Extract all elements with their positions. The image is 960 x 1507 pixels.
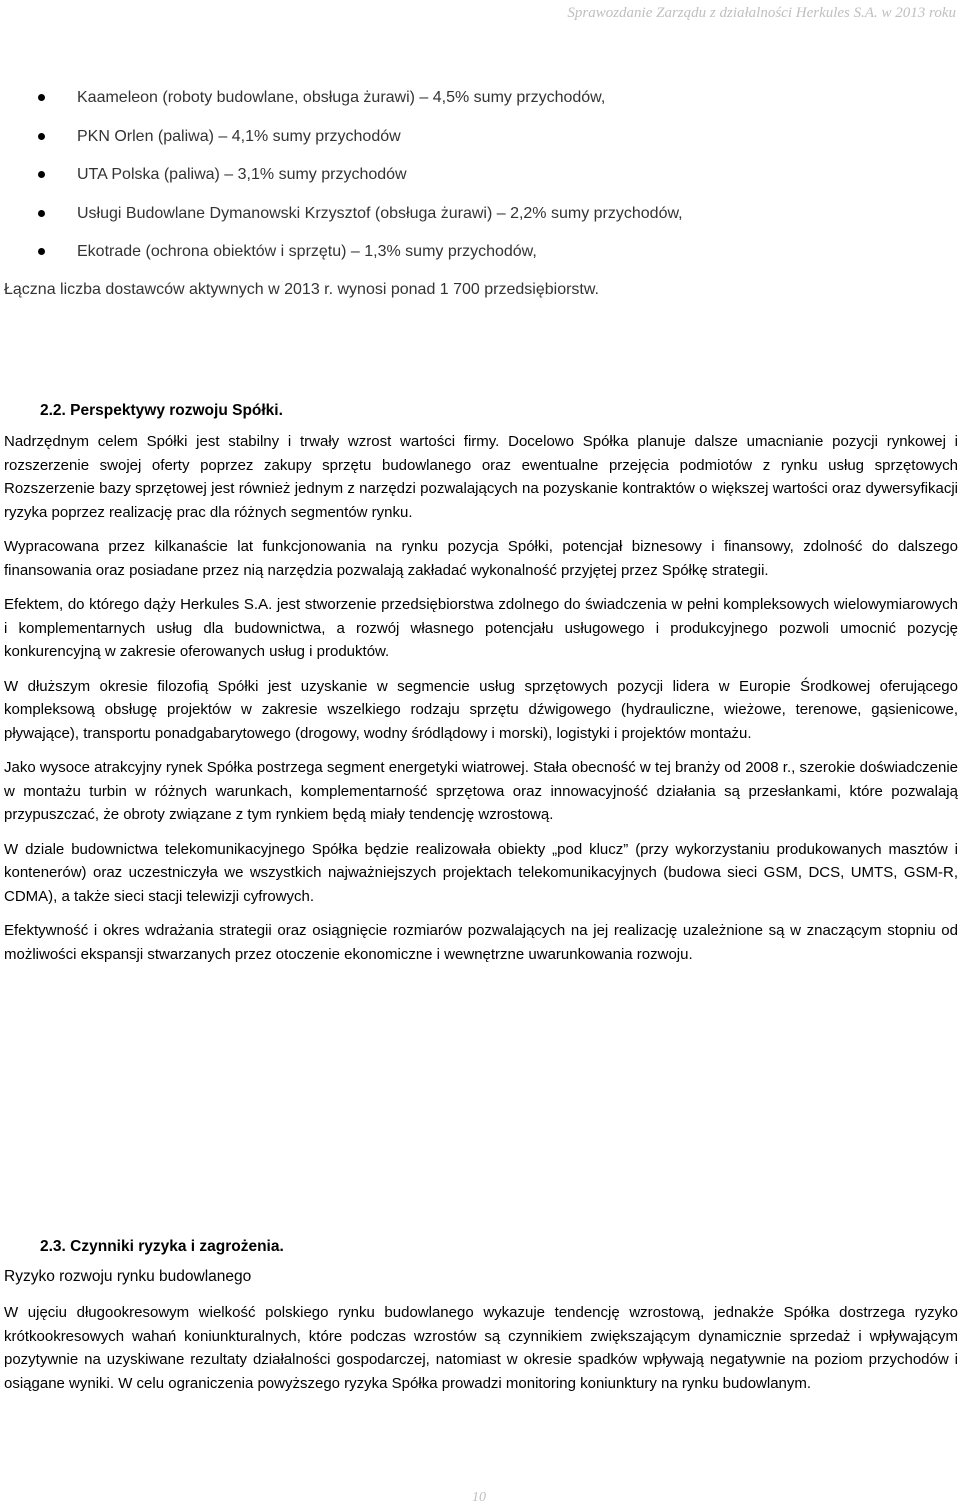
page-number: 10 xyxy=(472,1490,486,1505)
paragraph: Jako wysoce atrakcyjny rynek Spółka postrzega segment energetyki wiatrowej. Stała obecność w tej branży od 2008 r., szerokie doświadczenie w montażu turbin w różnych warunkach, komplementarność sprzętowa oraz innowacyjność działania są przesłankami, które pozwalają przypuszczać, że obroty związane z tym rynkiem będą miały tendencję wzrostową. xyxy=(4,759,958,823)
list-item xyxy=(0,240,683,279)
list-item-text: Ekotrade (ochrona obiektów i sprzętu) – 1,3% sumy przychodów, xyxy=(77,243,537,260)
paragraph: Efektem, do którego dąży Herkules S.A. jest stworzenie przedsiębiorstwa zdolnego do świadczenia w pełni kompleksowych wielowymiarowych i komplementarnych usług dla budownictwa, a rozwój własnego potencjału usługowego i produkcyjnego pozwoli umocnić pozycję konkurencyjną w zakresie oferowanych usług i produktów. xyxy=(4,596,958,660)
paragraph: W dłuższym okresie filozofią Spółki jest uzyskanie w segmencie usług sprzętowych pozycji lidera w Europie Środkowej oferującego kompleksową obsługę projektów w zakresie wszelkiego rodzaju sprzętu dźwigowego (hydrauliczne, wieżowe, terenowe, gąsienicowe, pływające), transportu ponadgabarytowego (drogowy, wodny śródlądowy i morski), logistyki i projektów montażu. xyxy=(4,677,958,742)
list-item xyxy=(0,125,683,164)
list-item-text: Kaameleon (roboty budowlane, obsługa żurawi) – 4,5% sumy przychodów, xyxy=(77,89,606,106)
document-header: Sprawozdanie Zarządu z działalności Herkules S.A. w 2013 roku xyxy=(567,5,956,21)
bullet-icon xyxy=(38,94,45,101)
bullet-icon xyxy=(38,210,45,217)
paragraph: W dziale budownictwa telekomunikacyjnego Spółka będzie realizowała obiekty „pod klucz” (przy wykorzystaniu produkowanych masztów i kontenerów) oraz uczestniczyła we wszystkich najważniejszych projektach telekomunikacyjnych (budowa sieci GSM, DCS, UMTS, GSM-R, CDMA), a także sieci stacji telewizji cyfrowych. xyxy=(4,840,958,905)
bullet-icon xyxy=(38,248,45,255)
list-item-text: PKN Orlen (paliwa) – 4,1% sumy przychodów xyxy=(77,127,401,145)
paragraph: Nadrzędnym celem Spółki jest stabilny i trwały wzrost wartości firmy. Docelowo Spółka planuje dalsze umacnianie pozycji rynkowej i rozszerzenie swojej oferty poprzez zakupy sprzętu budowlanego oraz ewentualne przejęcia podmiotów z rynku usług sprzętowych Rozszerzenie bazy sprzętowej jest również jednym z narzędzi pozwalających na pozyskanie kontraktów o większej wartości oraz dywersyfikacji ryzyka poprzez realizację prac dla różnych segmentów rynku. xyxy=(4,433,958,521)
section-2-3-body xyxy=(4,1301,958,1406)
paragraph: W ujęciu długookresowym wielkość polskiego rynku budowlanego wykazuje tendencję wzrostową, jednakże Spółka dostrzega ryzyko krótkookresowych wahań koniunkturalnych, które podczas wzrostów są czynnikiem zwiększającym dynamicznie sprzedaż i wpływającym pozytywnie na uzyskiwane rezultaty działalności gospodarczej, natomiast w okresie spadków wpływają negatywnie na poziom przychodów i osiągane wyniki. W celu ograniczenia powyższego ryzyka Spółka prowadzi monitoring koniunktury na rynku budowlanym. xyxy=(4,1304,958,1392)
list-item-text: Usługi Budowlane Dymanowski Krzysztof (obsługa żurawi) – 2,2% sumy przychodów, xyxy=(77,204,683,222)
supplier-list xyxy=(0,86,683,279)
suppliers-summary: Łączna liczba dostawców aktywnych w 2013 r. wynosi ponad 1 700 przedsiębiorstw. xyxy=(4,281,599,298)
paragraph: Wypracowana przez kilkanaście lat funkcjonowania na rynku pozycja Spółki, potencjał biznesowy i finansowy, zdolność do dalszego finansowania oraz posiadane przez nią narzędzia pozwalają zakładać wykonalność przyjętej przez Spółkę strategii. xyxy=(4,538,958,579)
section-heading-2-3: 2.3. Czynniki ryzyka i zagrożenia. xyxy=(40,1238,284,1255)
section-heading-2-2: 2.2. Perspektywy rozwoju Spółki. xyxy=(40,402,283,419)
risk-subheading: Ryzyko rozwoju rynku budowlanego xyxy=(4,1268,252,1285)
bullet-icon xyxy=(38,171,45,178)
list-item xyxy=(0,163,683,202)
paragraph: Efektywność i okres wdrażania strategii oraz osiągnięcie rozmiarów pozwalających na jej realizację uzależnione są w znaczącym stopniu od możliwości ekspansji stwarzanych przez otoczenie ekonomiczne i wewnętrzne uwarunkowania rozwoju. xyxy=(4,922,958,963)
list-item-text: UTA Polska (paliwa) – 3,1% sumy przychodów xyxy=(77,166,407,183)
section-2-2-body xyxy=(4,430,958,977)
list-item xyxy=(0,202,683,241)
bullet-icon xyxy=(38,133,45,140)
list-item xyxy=(0,86,683,125)
